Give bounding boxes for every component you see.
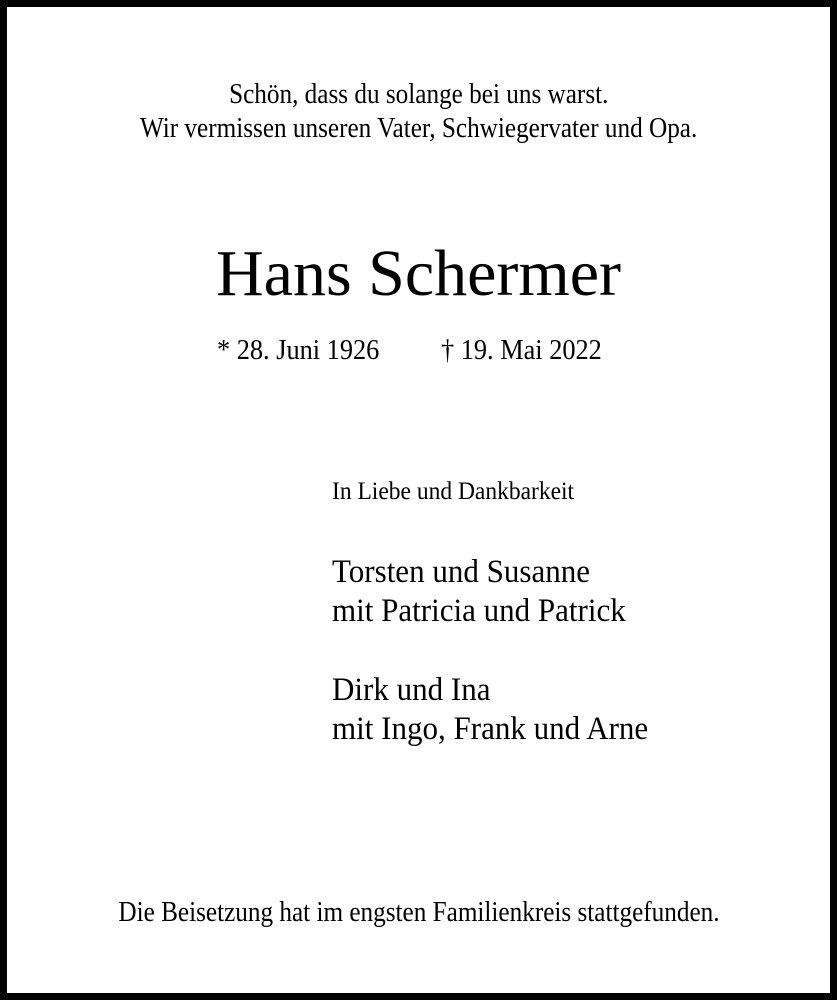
thanks-line: In Liebe und Dankbarkeit [332,478,575,505]
deceased-name: Hans Schermer [215,237,622,310]
family-group-1-line-2: mit Patricia und Patrick [332,593,626,629]
family-group-2-line-1: Dirk und Ina [332,672,491,708]
death-date: † 19. Mai 2022 [441,335,602,366]
obituary-card [7,7,830,993]
motto-line-2: Wir vermissen unseren Vater, Schwiegervater und Opa. [139,113,698,144]
birth-date: * 28. Juni 1926 [217,335,380,366]
family-group-1-line-1: Torsten und Susanne [332,554,591,590]
motto-line-1: Schön, dass du solange bei uns warst. [228,79,609,110]
family-group-2-line-2: mit Ingo, Frank und Arne [332,711,649,747]
funeral-note: Die Beisetzung hat im engsten Familienkreis stattgefunden. [117,897,720,928]
